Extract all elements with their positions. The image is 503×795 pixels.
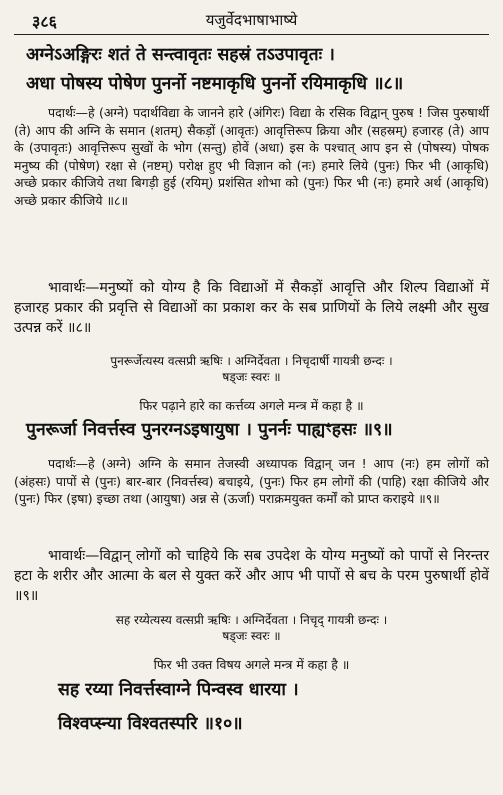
page-number: ३८६ [32,12,57,31]
padartha-9-text: पदार्थः—हे (अग्ने) अग्नि के समान तेजस्वी अध्यापक विद्वान् जन ! आप (नः) हम लोगों को (अंहसः) पापों से (पुनः) बार-बार (निवर्त्तस्व) बचाइये, (पुनः) फिर हम लोगों की (पाहि) रक्षा कीजिये और (पुनः) फिर (इषा) इच्छा तथा (आयुषा) अन्न से (ऊर्जा) पराक्रमयुक्त कर्मों को प्राप्त कराइये ॥९॥ [14,456,489,507]
meta-9-line-2: षड्जः स्वरः ॥ [222,370,281,384]
running-title: यजुर्वेदभाषाभाष्ये [205,11,298,29]
intro-9: फिर पढ़ाने हारे का कर्त्तव्य अगले मन्त्र में कहा है ॥ [139,398,364,413]
bhavartha-9 [14,546,489,606]
mantra-9 [14,419,489,441]
meta-10-line-1: सह रय्येत्यस्य वत्सप्री ऋषिः । अग्निर्देवता । निचृद् गायत्री छन्दः । [115,613,388,627]
mantra-8 [14,44,489,95]
header-rule [14,34,489,35]
padartha-8 [14,104,489,210]
bhavartha-8 [14,278,489,338]
mantra-10-line-1: सह रय्या निवर्त्तस्वाग्ने पिन्वस्व धारया । [58,680,299,700]
mantra-8-line-2: अधा पोषस्य पोषेण पुनर्नो नष्टमाकृधि पुनर्नो रयिमाकृधि ॥८॥ [26,74,404,94]
mantra-9-line-1: पुनरूर्जा निवर्त्तस्व पुनरग्नऽइषायुषा । पुनर्नः पाह्यꣳहसः ॥९॥ [26,420,393,440]
padartha-9 [14,455,489,508]
page-header [14,0,489,34]
mantra-8-line-1: अग्नेऽअङ्गिरः शतं ते सन्त्वावृतः सहस्रं तऽउपावृतः । [26,45,335,65]
meta-9-line-1: पुनरूर्जेत्यस्य वत्सप्री ऋषिः । अग्निर्देवता । निचृदार्षी गायत्री छन्दः । [110,354,393,368]
bhavartha-9-text: भावार्थः—विद्वान् लोगों को चाहिये कि सब उपदेश के योग्य मनुष्यों को पापों से निरन्तर हटा के शरीर और आत्मा के बल से युक्त करें और आप भी पापों से बच के परम पुरुषार्थी होवें ॥९॥ [14,548,489,604]
page [14,0,489,795]
bhavartha-8-text: भावार्थः—मनुष्यों को योग्य है कि विद्याओं में सैकड़ों आवृत्ति और शिल्प विद्याओं में हजारह प्रकार की प्रवृत्ति से विद्याओं का प्रकाश कर के सब प्राणियों के लिये लक्ष्मी और सुख उत्पन्न करें ॥८॥ [14,280,489,336]
intro-10: फिर भी उक्त विषय अगले मन्त्र में कहा है ॥ [153,657,350,672]
meta-10 [14,612,489,644]
mantra-10 [58,678,299,736]
mantra-10-line-2: विश्वप्स्न्या विश्वतस्परि ॥१०॥ [58,714,243,734]
meta-10-line-2: षड्जः स्वरः ॥ [222,629,281,643]
padartha-8-text: पदार्थः—हे (अग्ने) पदार्थविद्या के जानने हारे (अंगिरः) विद्या के रसिक विद्वान् पुरुष ! जिस पुरुषार्थी (ते) आप की अग्नि के समान (शतम्) सैकड़ों (आवृतः) आवृत्तिरूप क्रिया और (सहस्रम्) हजारह (ते) आप के (उपावृतः) आवृत्तिरूप सुखों के भोग (सन्तु) होवें (अधा) इस के पश्चात् आप इन से (पोषस्य) पोषक मनुष्य की (पोषेण) रक्षा से (नष्टम्) परोक्ष हुए भी विज्ञान को (नः) हमारे लिये (पुनः) फिर भी (आकृधि) अच्छे प्रकार कीजिये तथा बिगड़ी हुई (रयिम्) प्रशंसित शोभा को (पुनः) फिर भी (नः) हमारे अर्थ (आकृधि) अच्छे प्रकार कीजिये ॥८॥ [14,105,489,208]
meta-9 [14,353,489,385]
